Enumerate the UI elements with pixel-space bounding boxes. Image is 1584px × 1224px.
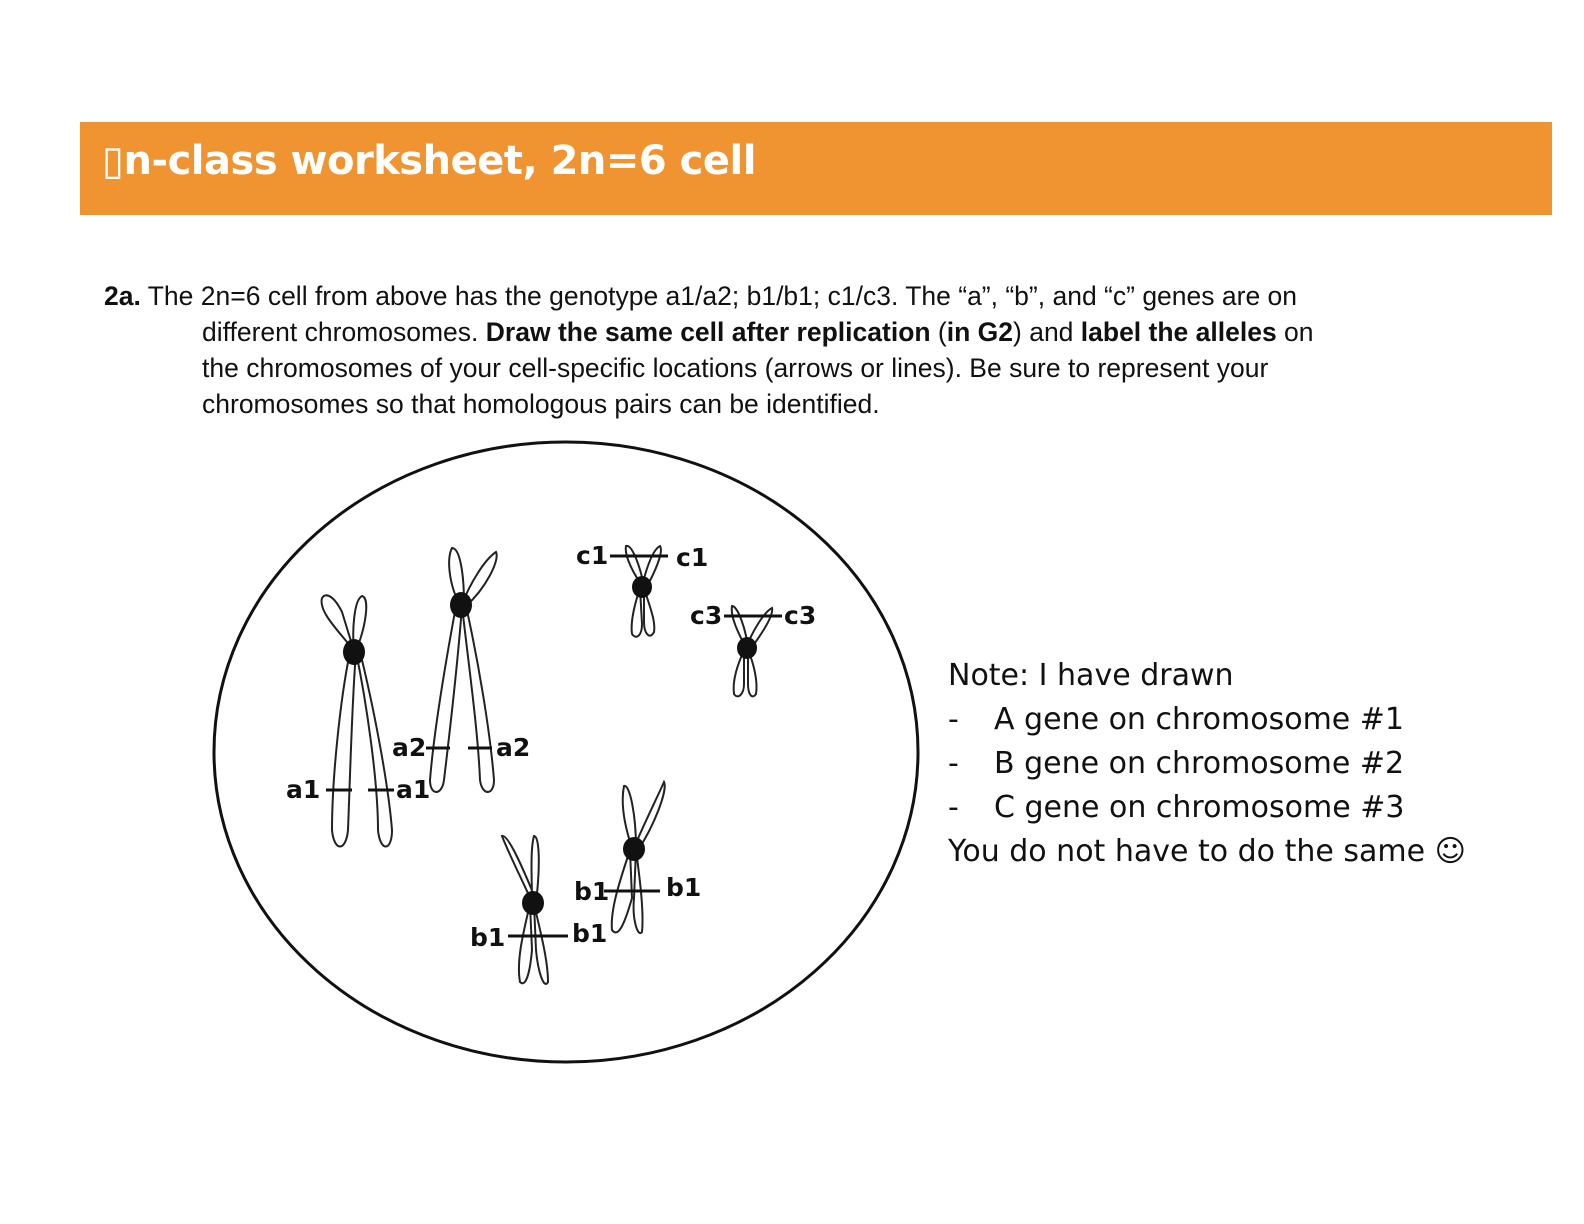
allele-label: a2 <box>392 733 427 762</box>
bullet-dash: - <box>948 702 959 737</box>
page-title: ▯n-class worksheet, 2n=6 cell <box>102 138 756 184</box>
note-item: - A gene on chromosome #1 <box>948 698 1568 742</box>
chromosome-3a <box>576 541 708 637</box>
allele-label: c3 <box>690 601 723 630</box>
chromosome-1a <box>286 595 430 846</box>
bullet-dash: - <box>948 746 959 781</box>
bullet-dash: - <box>948 790 959 825</box>
allele-label: c3 <box>784 601 817 630</box>
allele-label: b1 <box>666 873 702 902</box>
note-heading: Note: I have drawn <box>948 658 1234 693</box>
question-line-4: chromosomes so that homologous pairs can be identified. <box>202 389 880 419</box>
allele-label: a1 <box>396 775 431 804</box>
cell-membrane <box>214 442 918 1062</box>
note-item: - C gene on chromosome #3 <box>948 786 1568 830</box>
chromosome-3b <box>690 601 816 696</box>
chromosome-1b <box>392 548 530 792</box>
chromosome-2b <box>574 782 701 933</box>
note-footer: You do not have to do the same ☺ <box>948 834 1466 869</box>
allele-label: c1 <box>676 543 709 572</box>
question-line-3: the chromosomes of your cell-specific locations (arrows or lines). Be sure to represent your <box>202 353 1269 383</box>
chromosome-2a <box>470 836 610 984</box>
allele-label: a2 <box>496 733 531 762</box>
allele-label: b1 <box>470 923 506 952</box>
allele-label: b1 <box>572 919 608 948</box>
question-number: 2a. <box>104 281 141 311</box>
question-line-1: 2a. The 2n=6 cell from above has the genotype a1/a2; b1/b1; c1/c3. The “a”, “b”, and “c” genes are on <box>104 281 1298 311</box>
allele-label: c1 <box>576 541 609 570</box>
question-line-2: different chromosomes. Draw the same cell after replication (in G2) and label the alleles on <box>202 317 1314 347</box>
note-item: - B gene on chromosome #2 <box>948 742 1568 786</box>
allele-label: a1 <box>286 775 321 804</box>
allele-label: b1 <box>574 877 610 906</box>
note-box <box>948 654 1568 874</box>
